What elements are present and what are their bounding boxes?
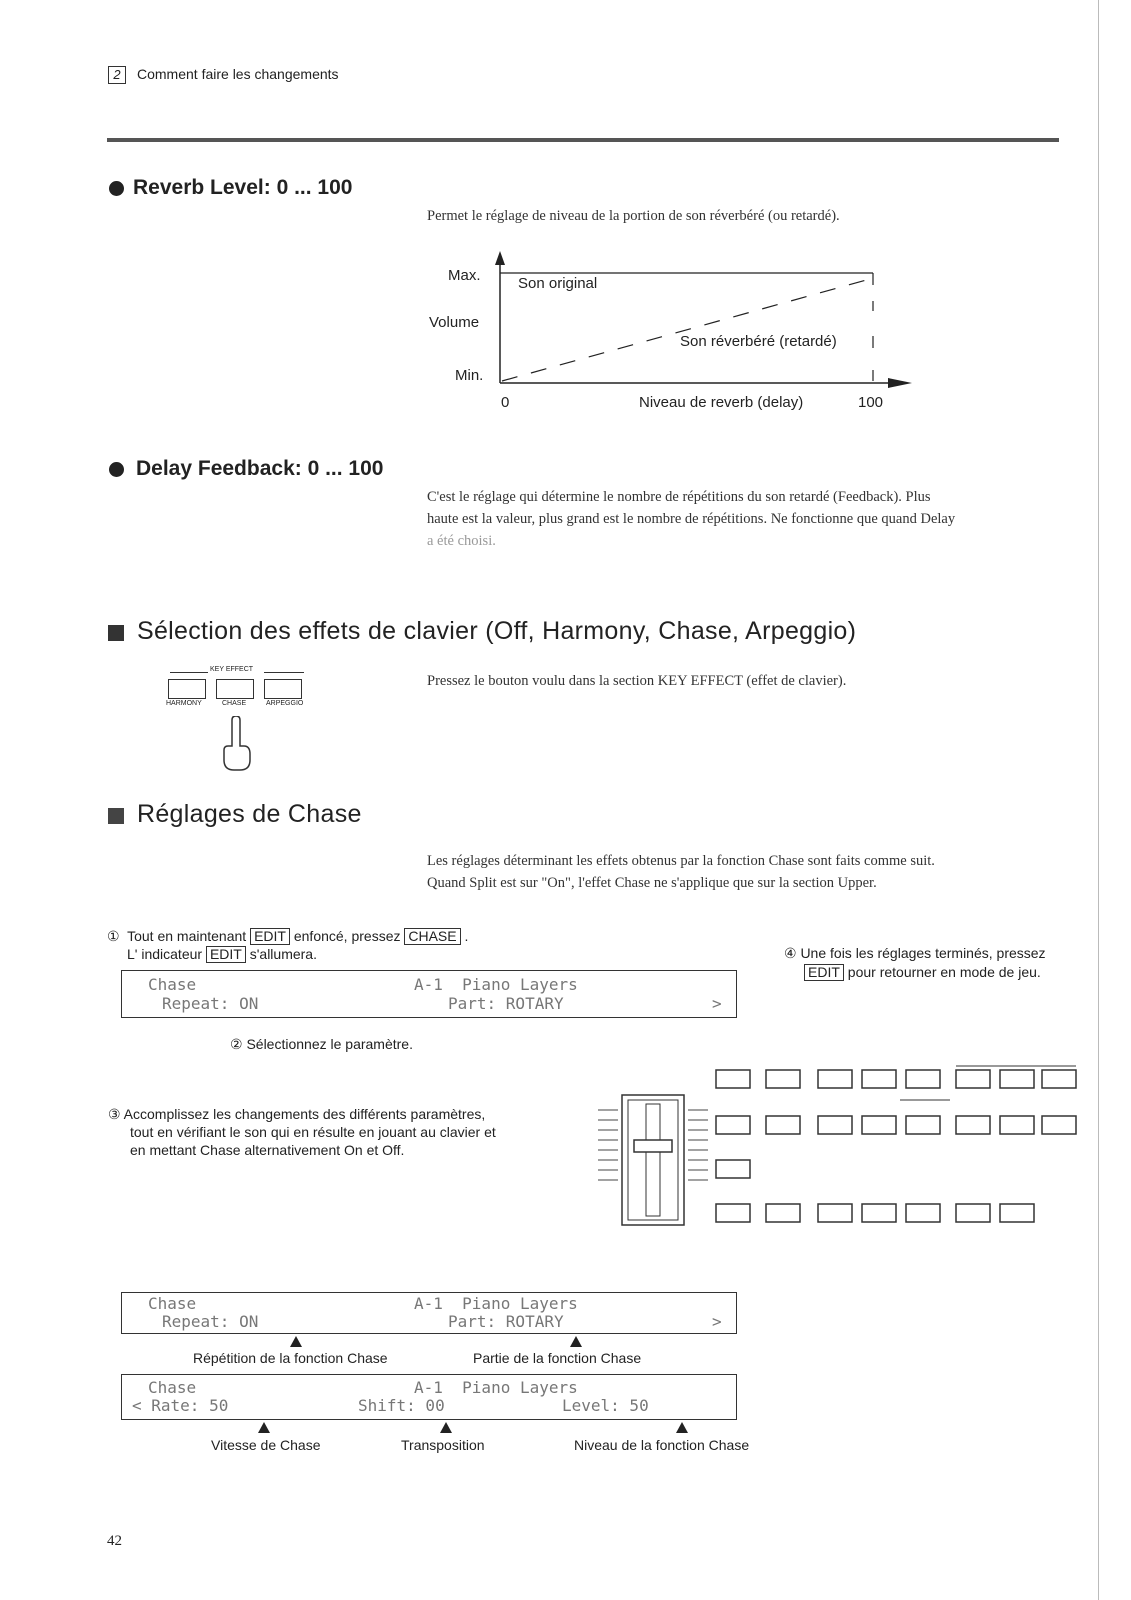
step-2: ② Sélectionnez le paramètre. (230, 1036, 413, 1052)
pointer-arrow-icon (570, 1336, 582, 1347)
keyeffect-heading: Sélection des effets de clavier (Off, Harmony, Chase, Arpeggio) (137, 617, 857, 645)
chase-key: CHASE (404, 928, 460, 945)
keyeffect-text: Pressez le bouton voulu dans la section KEY EFFECT (effet de clavier). (427, 673, 847, 689)
arpeggio-label: ARPEGGIO (266, 700, 304, 707)
graph-x0-label: 0 (501, 394, 510, 411)
edit-key: EDIT (804, 964, 844, 981)
bullet-icon (109, 462, 124, 477)
header-rule (107, 138, 1059, 142)
chapter-number: 2 (108, 66, 126, 84)
step-3-line-2: tout en vérifiant le son qui en résulte en jouant au clavier et (130, 1124, 496, 1140)
caption-part: Partie de la fonction Chase (473, 1350, 642, 1366)
y-axis-arrow-icon (495, 251, 505, 265)
square-bullet-icon (108, 625, 124, 641)
caption-level: Niveau de la fonction Chase (574, 1437, 750, 1453)
control-panel-illustration (590, 1040, 1080, 1240)
step-4: ④ Une fois les réglages terminés, pressez (784, 945, 1046, 961)
graph-original-label: Son original (518, 275, 598, 292)
x-axis-arrow-icon (888, 378, 912, 388)
pointer-arrow-icon (676, 1422, 688, 1433)
lcd-display-1: Chase A-1 Piano Layers Repeat: ON Part: ROTARY > (121, 970, 737, 1018)
chase-text-2: Quand Split est sur "On", l'effet Chase ne s'applique que sur la section Upper. (427, 875, 877, 891)
delay-text-3: a été choisi. (427, 533, 496, 549)
graph-volume-label: Volume (429, 314, 480, 331)
pointing-hand-icon (216, 716, 256, 772)
square-bullet-icon (108, 808, 124, 824)
lcd-display-2: Chase A-1 Piano Layers Repeat: ON Part: ROTARY > (121, 1292, 737, 1334)
harmony-button[interactable] (168, 679, 206, 699)
edit-key: EDIT (250, 928, 290, 945)
pointer-arrow-icon (440, 1422, 452, 1433)
graph-reverb-label: Son réverbéré (retardé) (680, 333, 837, 350)
caption-shift: Transposition (401, 1437, 485, 1453)
lcd-display-3: Chase A-1 Piano Layers < Rate: 50 Shift: 00 Level: 50 (121, 1374, 737, 1420)
caption-repeat: Répétition de la fonction Chase (193, 1350, 388, 1366)
reverb-heading: Reverb Level: 0 ... 100 (133, 176, 353, 199)
step-4-line-2: EDIT pour retourner en mode de jeu. (804, 964, 1041, 981)
step-3-line-3: en mettant Chase alternativement On et Off. (130, 1142, 405, 1158)
caption-rate: Vitesse de Chase (211, 1437, 321, 1453)
reverb-graph (420, 245, 920, 420)
key-effect-label: KEY EFFECT (210, 666, 254, 673)
harmony-label: HARMONY (166, 700, 202, 707)
chase-text-1: Les réglages déterminant les effets obtenus par la fonction Chase sont faits comme suit. (427, 853, 935, 869)
graph-min-label: Min. (455, 367, 484, 384)
arpeggio-button[interactable] (264, 679, 302, 699)
graph-xlabel: Niveau de reverb (delay) (639, 394, 804, 411)
step-1: ① Tout en maintenant EDIT enfoncé, pressez CHASE . (107, 928, 469, 944)
page-number: 42 (107, 1533, 122, 1549)
reverb-text: Permet le réglage de niveau de la portion de son réverbéré (ou retardé). (427, 208, 840, 224)
chase-label: CHASE (222, 700, 247, 707)
step-1-line-2: L' indicateur EDIT s'allumera. (127, 946, 317, 962)
graph-x100-label: 100 (858, 394, 884, 411)
chapter-title: Comment faire les changements (137, 66, 339, 82)
edit-key: EDIT (206, 946, 246, 963)
chase-heading: Réglages de Chase (137, 800, 362, 828)
step-3-line-1: ③ Accomplissez les changements des différents paramètres, (108, 1106, 486, 1122)
margin-rule (1098, 0, 1099, 1600)
delay-text-2: haute est la valeur, plus grand est le nombre de répétitions. Ne fonctionne que quand Delay (427, 511, 956, 527)
delay-heading: Delay Feedback: 0 ... 100 (136, 457, 384, 480)
pointer-arrow-icon (258, 1422, 270, 1433)
panel-drawing (590, 1040, 1080, 1240)
key-effect-panel (162, 664, 312, 774)
bullet-icon (109, 181, 124, 196)
delay-text-1: C'est le réglage qui détermine le nombre de répétitions du son retardé (Feedback). Plus (427, 489, 931, 505)
pointer-arrow-icon (290, 1336, 302, 1347)
chase-button[interactable] (216, 679, 254, 699)
graph-max-label: Max. (448, 267, 481, 284)
